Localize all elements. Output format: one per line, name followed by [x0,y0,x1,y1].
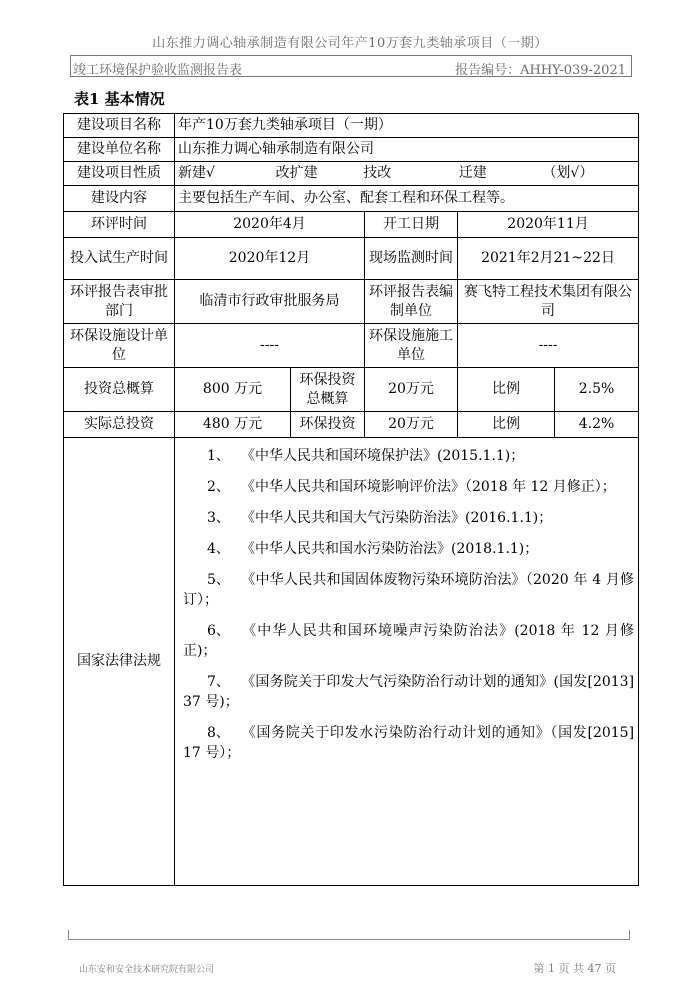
compile-label: 环评报告表编制单位 [365,280,458,324]
content-value: 主要包括生产车间、办公室、配套工程和环保工程等。 [175,186,639,212]
monitor-label: 现场监测时间 [365,238,458,280]
list-item: 4、 《中华人民共和国水污染防治法》(2018.1.1)； [207,541,539,557]
project-name-value: 年产10万套九类轴承项目（一期） [175,114,639,138]
header-report-number: 报告编号：AHHY-039-2021 [455,63,626,78]
unit-label: 建设单位名称 [64,138,175,162]
start-date-label: 开工日期 [365,212,458,238]
list-item: 8、 《国务院关于印发水污染防治行动计划的通知》（国发[2015] 17 号）； [183,725,635,761]
design-label: 环保设施设计单位 [64,324,175,368]
approval-value: 临清市行政审批服务局 [175,280,365,324]
actual-label: 实际总投资 [64,412,175,438]
actual-value: 480 万元 [175,412,291,438]
nature-option-mark: （划√） [542,165,594,181]
env-budget-value: 20万元 [365,368,458,412]
footer-page-number: 第 1 页 共 47 页 [533,962,616,975]
nature-option-tech: 技改 [363,165,392,181]
list-item: 6、 《中华人民共和国环境噪声污染防治法》(2018 年 12 月修正)； [183,623,635,659]
ratio-actual-value: 4.2% [555,412,639,438]
laws-label: 国家法律法规 [64,438,175,886]
budget-value: 800 万元 [175,368,291,412]
monitor-value: 2021年2月21~22日 [458,238,639,280]
start-date-value: 2020年11月 [458,212,639,238]
unit-value: 山东推力调心轴承制造有限公司 [175,138,639,162]
env-actual-value: 20万元 [365,412,458,438]
construct-label: 环保设施施工单位 [365,324,458,368]
content-label: 建设内容 [64,186,175,212]
header-project-title: 山东推力调心轴承制造有限公司年产10万套九类轴承项目（一期） [152,36,548,51]
ratio-label-budget: 比例 [458,368,555,412]
nature-option-new: 新建√ [178,165,215,181]
list-item: 5、 《中华人民共和国固体废物污染环境防治法》（2020 年 4 月修订）； [183,572,635,608]
eia-time-value: 2020年4月 [175,212,365,238]
footer-organization: 山东安和安全技术研究院有限公司 [79,965,215,975]
nature-option-expand: 改扩建 [275,165,318,181]
nature-label: 建设项目性质 [64,162,175,186]
trial-label: 投入试生产时间 [64,238,175,280]
construct-value: ---- [458,324,639,368]
nature-options [175,162,639,186]
list-item: 1、 《中华人民共和国环境保护法》(2015.1.1)； [207,448,525,464]
footer-rule [68,939,630,940]
list-item: 2、 《中华人民共和国环境影响评价法》（2018 年 12 月修正）； [207,479,616,495]
approval-label: 环评报告表审批部门 [64,280,175,324]
laws-list [175,438,639,886]
env-actual-label: 环保投资 [291,412,365,438]
env-budget-label: 环保投资总概算 [291,368,365,412]
basic-info-table [63,113,639,886]
nature-option-relocate: 迁建 [458,165,487,181]
ratio-budget-value: 2.5% [555,368,639,412]
eia-time-label: 环评时间 [64,212,175,238]
list-item: 7、 《国务院关于印发大气污染防治行动计划的通知》(国发[2013] 37 号)； [183,674,635,710]
list-item: 3、 《中华人民共和国大气污染防治法》(2016.1.1)； [207,510,553,526]
project-name-label: 建设项目名称 [64,114,175,138]
budget-label: 投资总概算 [64,368,175,412]
trial-value: 2020年12月 [175,238,365,280]
compile-value: 赛飞特工程技术集团有限公司 [458,280,639,324]
header-doc-type: 竣工环境保护验收监测报告表 [73,63,243,78]
ratio-label-actual: 比例 [458,412,555,438]
table-title: 表1 基本情况 [74,90,165,108]
design-value: ---- [175,324,365,368]
